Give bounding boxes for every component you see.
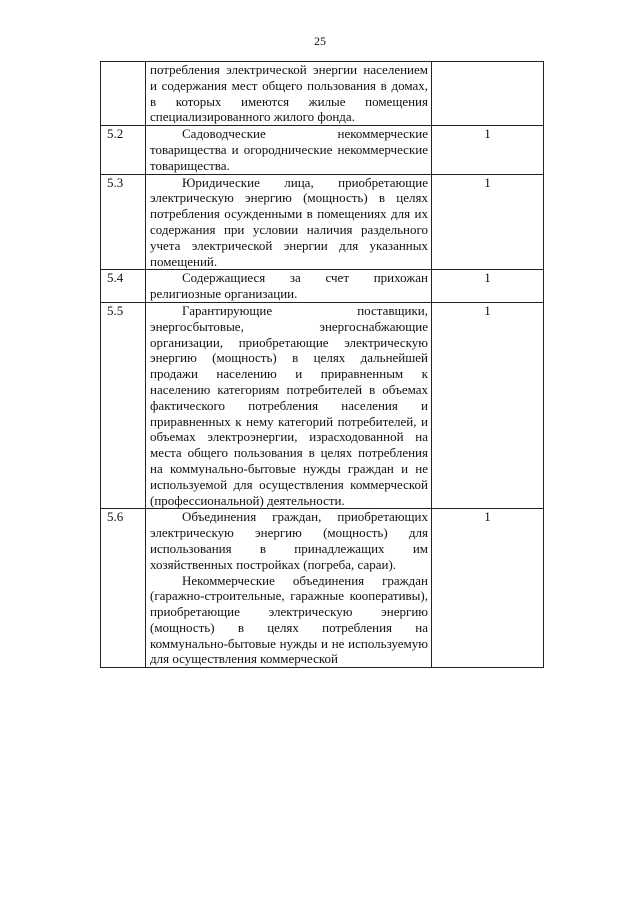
description-paragraph: Объединения граждан, приобретающих электрическую энергию (мощность) для использования в принадлежащих им хозяйственных постройках (погреба, сараи). [150, 509, 428, 572]
tariff-category-table [100, 61, 544, 668]
table-row [101, 509, 544, 668]
row-description [146, 126, 432, 174]
row-value: 1 [432, 126, 544, 174]
row-value: 1 [432, 270, 544, 303]
page-number: 25 [314, 34, 326, 48]
description-paragraph: Юридические лица, приобретающие электрическую энергию (мощность) в целях потребления осужденными в помещениях для их содержания при условии наличия раздельного учета электрической энергии для указанных помещений. [150, 174, 428, 269]
row-description [146, 509, 432, 668]
row-value [432, 62, 544, 126]
row-number: 5.4 [101, 270, 146, 303]
description-paragraph: потребления электрической энергии населением и содержания мест общего пользования в домах, в которых имеются жилые помещения специализированного жилого фонда. [150, 62, 428, 125]
table-row [101, 174, 544, 270]
row-number: 5.5 [101, 302, 146, 508]
row-description [146, 302, 432, 508]
row-value: 1 [432, 509, 544, 668]
row-number: 5.2 [101, 126, 146, 174]
row-value: 1 [432, 302, 544, 508]
table-row [101, 126, 544, 174]
description-paragraph: Некоммерческие объединения граждан (гаражно-строительные, гаражные кооперативы), приобретающие электрическую энергию (мощность) в целях потребления на коммунально-бытовые нужды и не используемую для осуществления коммерческой [150, 572, 428, 667]
description-paragraph: Содержащиеся за счет прихожан религиозные организации. [150, 270, 428, 302]
row-description [146, 62, 432, 126]
row-value: 1 [432, 174, 544, 270]
table-row [101, 270, 544, 303]
row-description [146, 270, 432, 303]
row-description [146, 174, 432, 270]
row-number [101, 62, 146, 126]
row-number: 5.3 [101, 174, 146, 270]
table-row [101, 302, 544, 508]
description-paragraph: Садоводческие некоммерческие товарищества и огороднические некоммерческие товарищества. [150, 126, 428, 173]
row-number: 5.6 [101, 509, 146, 668]
table-row [101, 62, 544, 126]
description-paragraph: Гарантирующие поставщики, энергосбытовые, энергоснабжающие организации, приобретающие электрическую энергию (мощность) в целях дальнейшей продажи населению и приравненным к населению категориям потребителей в объемах фактического потребления населения и приравненных к нему категорий потребителей, и объемах электроэнергии, израсходованной на места общего пользования в целях потребления на коммунально-бытовые нужды граждан и не используемой для осуществления коммерческой (профессиональной) деятельности. [150, 302, 428, 508]
